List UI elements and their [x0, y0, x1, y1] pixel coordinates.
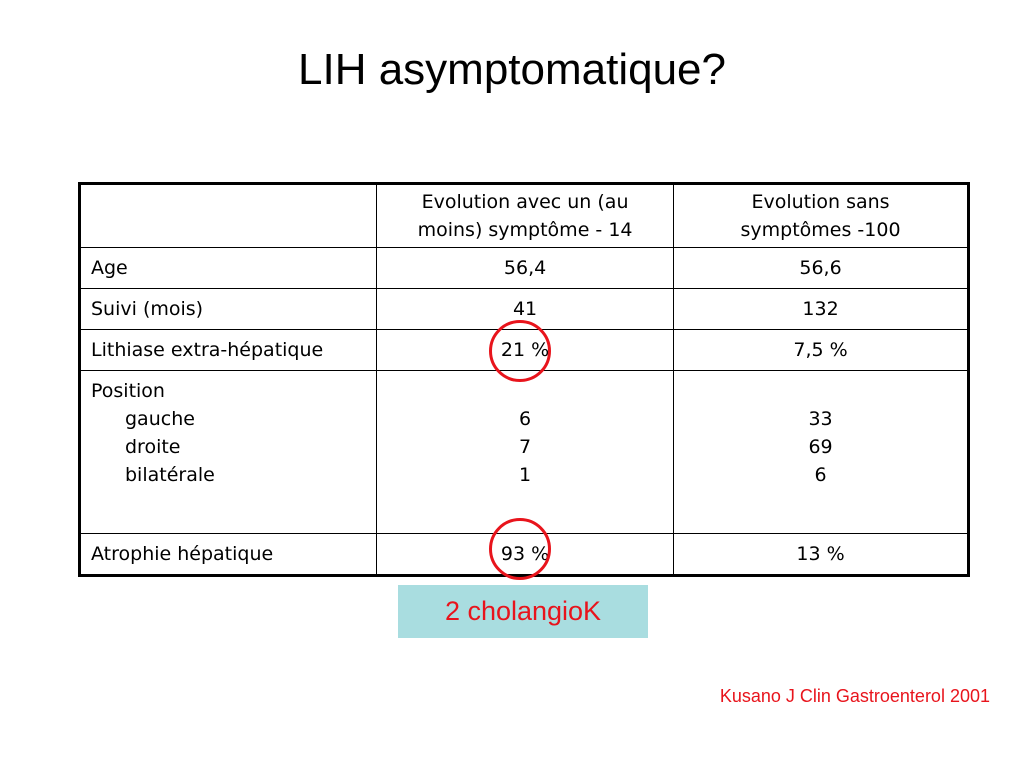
row-label-position [80, 371, 377, 534]
value-position-droite-asymptomatic: 69 [808, 436, 833, 458]
value-position-asymptomatic [674, 371, 969, 534]
position-sub-gauche: gauche [125, 408, 195, 430]
value-lithiase-symptomatic: 21 % [377, 330, 674, 371]
value-age-asymptomatic: 56,6 [674, 248, 969, 289]
row-label-suivi: Suivi (mois) [80, 289, 377, 330]
header-asymptomatic [674, 184, 969, 248]
highlight-circle-atrophie [489, 518, 551, 580]
header-symptomatic [377, 184, 674, 248]
value-position-gauche-asymptomatic: 33 [808, 408, 833, 430]
value-suivi-asymptomatic: 132 [674, 289, 969, 330]
table-header-row [80, 184, 969, 248]
row-label-lithiase: Lithiase extra-hépatique [80, 330, 377, 371]
value-position-gauche-symptomatic: 6 [519, 408, 532, 430]
highlight-circle-lithiase [489, 320, 551, 382]
callout-cholangiok: 2 cholangioK [398, 585, 648, 638]
value-position-bilaterale-asymptomatic: 6 [814, 464, 827, 486]
header-asymptomatic-line-1: Evolution sans [751, 191, 890, 213]
header-asymptomatic-line-2: symptômes -100 [740, 219, 901, 241]
value-lithiase-asymptomatic: 7,5 % [674, 330, 969, 371]
table-row-age [80, 248, 969, 289]
row-label-atrophie: Atrophie hépatique [80, 534, 377, 576]
table-row-position [80, 371, 969, 534]
position-sub-bilaterale: bilatérale [125, 464, 215, 486]
value-position-droite-symptomatic: 7 [519, 436, 532, 458]
citation-reference: Kusano J Clin Gastroenterol 2001 [719, 686, 990, 706]
value-position-bilaterale-symptomatic: 1 [519, 464, 532, 486]
value-atrophie-symptomatic: 93 % [377, 534, 674, 576]
value-suivi-symptomatic: 41 [377, 289, 674, 330]
row-label-age: Age [80, 248, 377, 289]
header-symptomatic-line-1: Evolution avec un (au [421, 191, 629, 213]
position-sub-droite: droite [125, 436, 181, 458]
value-atrophie-asymptomatic: 13 % [674, 534, 969, 576]
value-age-symptomatic: 56,4 [377, 248, 674, 289]
position-heading: Position [91, 380, 165, 402]
spacer [684, 377, 957, 405]
header-empty-cell [80, 184, 377, 248]
slide-title: LIH asymptomatique? [298, 45, 726, 94]
header-symptomatic-line-2: moins) symptôme - 14 [417, 219, 633, 241]
value-position-symptomatic [377, 371, 674, 534]
